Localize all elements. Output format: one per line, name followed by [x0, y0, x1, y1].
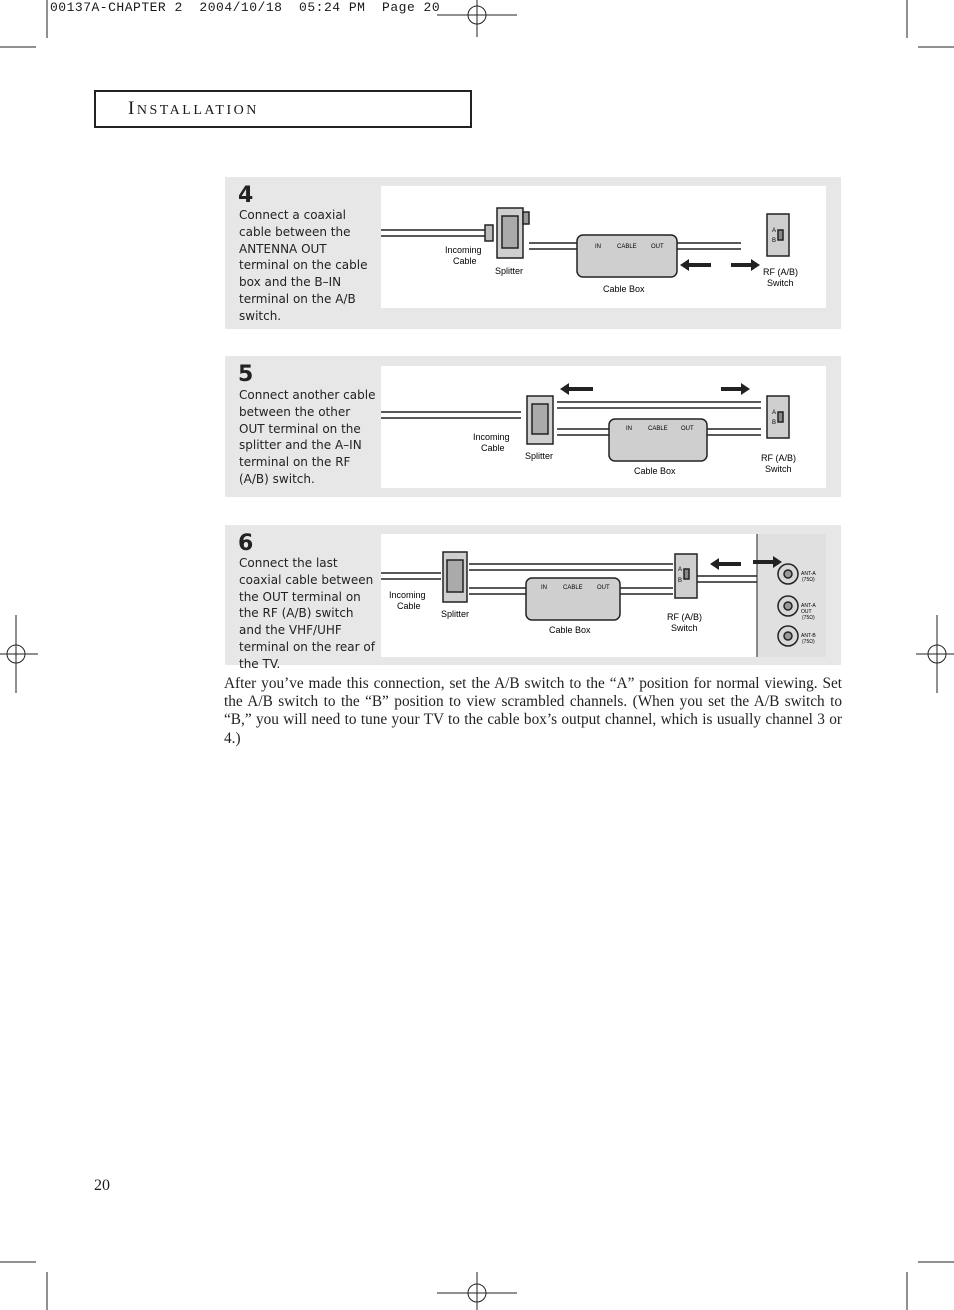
rf-switch-label: RF (A/B) [667, 612, 702, 622]
cable-box-in-label: IN [595, 244, 601, 250]
cable-box-out-label: OUT [651, 244, 664, 250]
tv-ant-b-label: ANT-B [801, 633, 816, 639]
tv-ant-a-out-ohm-label: (75Ω) [802, 615, 815, 621]
rf-switch-label: RF (A/B) [761, 453, 796, 463]
incoming-cable-label: Incoming [445, 245, 482, 255]
incoming-cable-label-2: Cable [397, 601, 421, 611]
cable-box-label: Cable Box [603, 284, 645, 294]
step-6-diagram [381, 534, 826, 657]
step-4-diagram [381, 186, 826, 308]
switch-b-label: B [678, 578, 683, 584]
section-title-rest: NSTALLATION [136, 103, 259, 118]
step-instructions: Connect the last coaxial cable between the OUT terminal on the RF (A/B) switch and the VHF/UHF terminal on the rear of the TV. [239, 556, 375, 671]
printer-slug: 00137A-CHAPTER 2 2004/10/18 05:24 PM Page 20 [50, 0, 441, 15]
incoming-cable-label: Incoming [473, 432, 510, 442]
step-number: 5 [238, 362, 254, 387]
switch-a-label: A [772, 228, 777, 234]
step-6-panel [225, 525, 841, 671]
incoming-cable-label: Incoming [389, 590, 426, 600]
tv-ant-a-label: ANT-A [801, 571, 816, 577]
tv-ant-a-ohm-label: (75Ω) [802, 577, 815, 583]
switch-b-label: B [772, 238, 777, 244]
splitter-label: Splitter [441, 609, 470, 619]
switch-a-label: A [678, 567, 683, 573]
cable-box-cable-label: CABLE [648, 426, 668, 432]
cable-box-cable-label: CABLE [617, 244, 637, 250]
incoming-cable-label-2: Cable [481, 443, 505, 453]
body-paragraph: After you’ve made this connection, set the A/B switch to the “A” position for normal viewing. Set the A/B switch to the “B” position to view scrambled channels. (When you set the A/B switch to “B,” you will need to tune your TV to the cable box’s output channel, which is usually channel 3 or 4.) [224, 675, 842, 747]
rf-switch-label: RF (A/B) [763, 267, 798, 277]
switch-b-label: B [772, 420, 777, 426]
cable-box-label: Cable Box [634, 466, 676, 476]
tv-ant-a-out-label-2: OUT [801, 609, 812, 615]
step-number: 4 [238, 183, 254, 208]
step-instructions: Connect another cable between the other OUT terminal on the splitter and the A–IN terminal on the RF (A/B) switch. [239, 388, 376, 486]
cable-box-cable-label: CABLE [563, 585, 583, 591]
section-title-initial: I [128, 98, 137, 119]
rf-switch-label-2: Switch [671, 623, 698, 633]
tv-ant-a-out-label: ANT-A [801, 603, 816, 609]
step-instructions: Connect a coaxial cable between the ANTENNA OUT terminal on the cable box and the B–IN terminal on the A/B switch. [239, 208, 368, 323]
tv-ant-b-ohm-label: (75Ω) [802, 639, 815, 645]
splitter-label: Splitter [495, 266, 524, 276]
cable-box-out-label: OUT [681, 426, 694, 432]
cable-box-in-label: IN [541, 585, 547, 591]
step-5-diagram [381, 366, 826, 488]
rf-switch-label-2: Switch [767, 278, 794, 288]
splitter-label: Splitter [525, 451, 554, 461]
section-title [128, 98, 259, 120]
cable-box-label: Cable Box [549, 625, 591, 635]
switch-a-label: A [772, 410, 777, 416]
step-number: 6 [238, 531, 254, 556]
page-number: 20 [94, 1177, 110, 1194]
cable-box-out-label: OUT [597, 585, 610, 591]
rf-switch-label-2: Switch [765, 464, 792, 474]
incoming-cable-label-2: Cable [453, 256, 477, 266]
step-4-panel [225, 177, 841, 329]
step-5-panel [225, 356, 841, 497]
cable-box-in-label: IN [626, 426, 632, 432]
